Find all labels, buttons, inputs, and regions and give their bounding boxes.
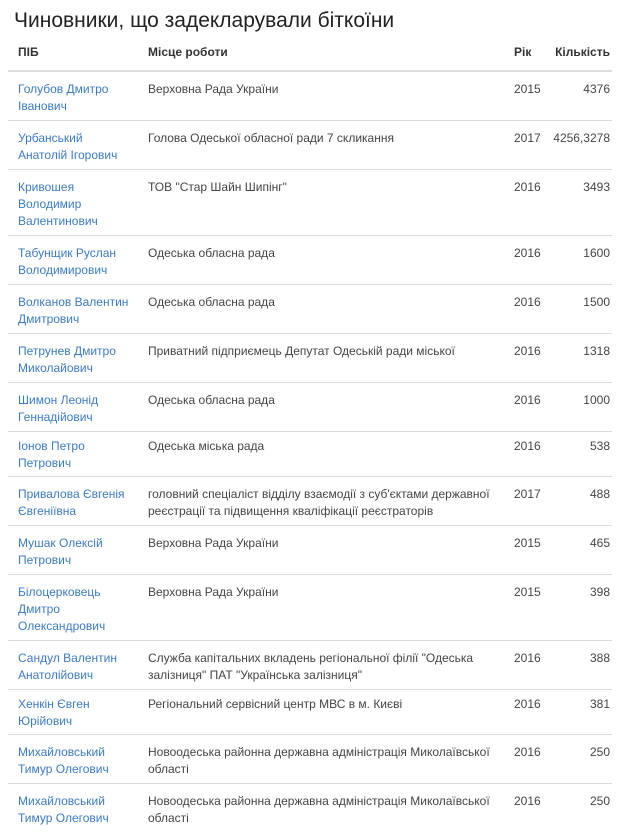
cell-name [8, 477, 138, 526]
cell-name [8, 383, 138, 432]
cell-name [8, 432, 138, 477]
table-row [8, 170, 612, 236]
cell-place: Одеська обласна рада [138, 383, 512, 432]
table-row [8, 236, 612, 285]
cell-place: Верховна Рада України [138, 575, 512, 641]
table-row [8, 383, 612, 432]
cell-count: 465 [548, 526, 612, 575]
table-row [8, 690, 612, 735]
person-link[interactable]: Михайловський Тимур Олегович [18, 794, 109, 825]
column-header-year[interactable]: Рік [512, 34, 548, 71]
cell-year: 2016 [512, 432, 548, 477]
cell-name [8, 690, 138, 735]
person-link[interactable]: Білоцерковець Дмитро Олександрович [18, 585, 105, 633]
cell-count: 3493 [548, 170, 612, 236]
table-row [8, 334, 612, 383]
cell-count: 4376 [548, 71, 612, 121]
cell-name [8, 71, 138, 121]
cell-place: Голова Одеської обласної ради 7 скликання [138, 121, 512, 170]
cell-place: Верховна Рада України [138, 71, 512, 121]
table-header-row [8, 34, 612, 71]
cell-year: 2016 [512, 236, 548, 285]
table-row [8, 575, 612, 641]
table-row [8, 784, 612, 832]
table-row [8, 71, 612, 121]
table-row [8, 641, 612, 690]
cell-year: 2017 [512, 121, 548, 170]
cell-name [8, 236, 138, 285]
cell-place: Одеська обласна рада [138, 285, 512, 334]
cell-year: 2017 [512, 477, 548, 526]
cell-name [8, 641, 138, 690]
column-header-count[interactable]: Кількість [548, 34, 612, 71]
cell-place: Новоодеська районна державна адміністрація Миколаївської області [138, 735, 512, 784]
table-row [8, 526, 612, 575]
cell-place: Служба капітальних вкладень регіональної філії "Одеська залізниця" ПАТ "Українська залізниця" [138, 641, 512, 690]
cell-place: Верховна Рада України [138, 526, 512, 575]
officials-table [8, 34, 612, 832]
cell-year: 2016 [512, 641, 548, 690]
cell-count: 1000 [548, 383, 612, 432]
cell-year: 2015 [512, 526, 548, 575]
cell-name [8, 121, 138, 170]
cell-place: ТОВ "Стар Шайн Шипінг" [138, 170, 512, 236]
cell-count: 1600 [548, 236, 612, 285]
table-row [8, 477, 612, 526]
person-link[interactable]: Хенкін Євген Юрійович [18, 697, 90, 728]
cell-name [8, 334, 138, 383]
cell-count: 1500 [548, 285, 612, 334]
person-link[interactable]: Привалова Євгенія Євгеніївна [18, 487, 125, 518]
person-link[interactable]: Волканов Валентин Дмитрович [18, 295, 128, 326]
table-row [8, 432, 612, 477]
cell-year: 2016 [512, 690, 548, 735]
cell-year: 2016 [512, 784, 548, 832]
page-title: Чиновники, що задекларували біткоїни [8, 0, 612, 34]
cell-year: 2015 [512, 575, 548, 641]
person-link[interactable]: Мушак Олексій Петрович [18, 536, 103, 567]
column-header-place[interactable]: Місце роботи [138, 34, 512, 71]
cell-name [8, 526, 138, 575]
cell-place: Одеська міська рада [138, 432, 512, 477]
cell-count: 250 [548, 784, 612, 832]
person-link[interactable]: Урбанський Анатолій Ігорович [18, 131, 117, 162]
cell-count: 488 [548, 477, 612, 526]
cell-count: 381 [548, 690, 612, 735]
cell-count: 398 [548, 575, 612, 641]
person-link[interactable]: Шимон Леонід Геннадійович [18, 393, 98, 424]
cell-year: 2015 [512, 71, 548, 121]
person-link[interactable]: Сандул Валентин Анатолійович [18, 651, 117, 682]
cell-year: 2016 [512, 334, 548, 383]
cell-count: 388 [548, 641, 612, 690]
cell-place: Одеська обласна рада [138, 236, 512, 285]
cell-place: Новоодеська районна державна адміністрація Миколаївської області [138, 784, 512, 832]
cell-year: 2016 [512, 170, 548, 236]
cell-year: 2016 [512, 285, 548, 334]
table-row [8, 735, 612, 784]
cell-name [8, 784, 138, 832]
person-link[interactable]: Іонов Петро Петрович [18, 439, 85, 470]
cell-name [8, 285, 138, 334]
cell-place: Регіональний сервісний центр МВС в м. Києві [138, 690, 512, 735]
cell-count: 4256,3278 [548, 121, 612, 170]
person-link[interactable]: Голубов Дмитро Іванович [18, 82, 108, 113]
table-row [8, 285, 612, 334]
cell-count: 250 [548, 735, 612, 784]
person-link[interactable]: Михайловський Тимур Олегович [18, 745, 109, 776]
cell-name [8, 575, 138, 641]
cell-count: 1318 [548, 334, 612, 383]
cell-year: 2016 [512, 735, 548, 784]
cell-year: 2016 [512, 383, 548, 432]
table-row [8, 121, 612, 170]
person-link[interactable]: Табунщик Руслан Володимирович [18, 246, 116, 277]
column-header-name[interactable]: ПІБ [8, 34, 138, 71]
person-link[interactable]: Петрунев Дмитро Миколайович [18, 344, 116, 375]
cell-count: 538 [548, 432, 612, 477]
cell-name [8, 170, 138, 236]
cell-place: головний спеціаліст відділу взаємодії з суб'єктами державної реєстрації та підвищення кваліфікації реєстраторів [138, 477, 512, 526]
person-link[interactable]: Кривошея Володимир Валентинович [18, 180, 98, 228]
cell-place: Приватний підприємець Депутат Одеській ради міської [138, 334, 512, 383]
cell-name [8, 735, 138, 784]
